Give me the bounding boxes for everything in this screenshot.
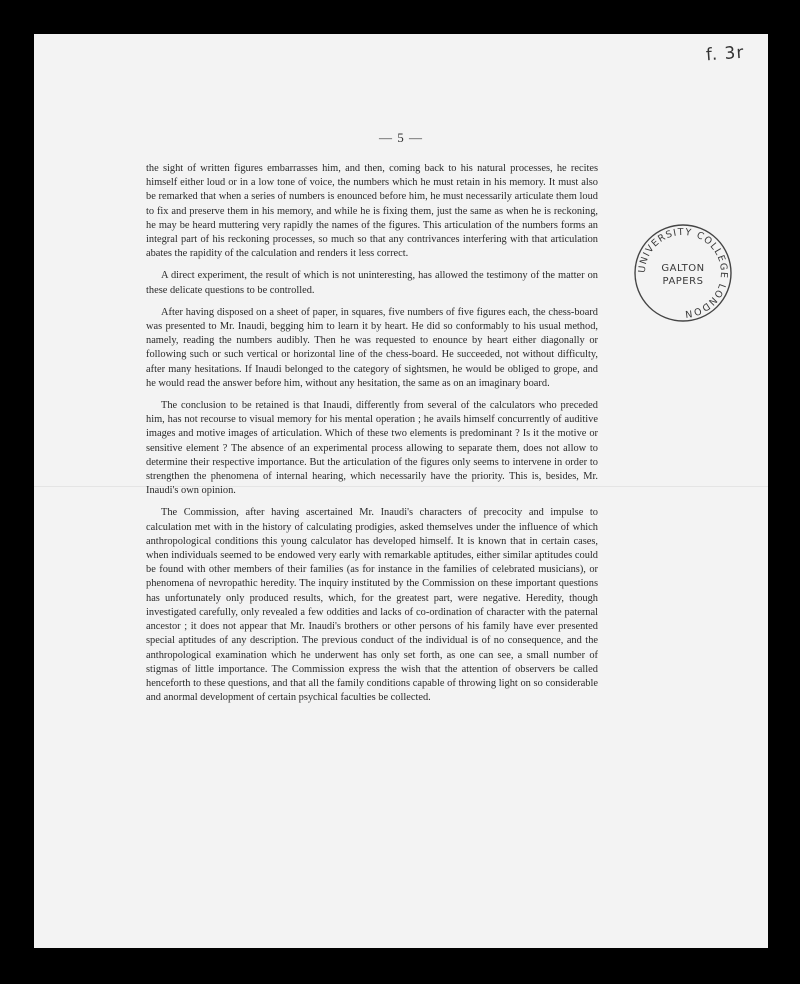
paragraph-1: the sight of written figures embarrasses him, and then, coming back to his natural processes, he recites himself either loud or in a low tone of voice, the numbers which he must retain in his memory. It must also be remarked that when a series of numbers is enounced before him, he must necessarily articulate them loud to fix and preserve them in his memory, and while he is fixing them, just the same as when he is reckoning, he may be heard muttering very rapidly the names of the figures. This articulation of the numbers forms an integral part of his reckoning processes, so much so that any contrivances interfering with that articulation abates the rapidity of the calculation and renders it less correct. xyxy=(146,163,598,260)
paragraph-2: A direct experiment, the result of which is not uninteresting, has allowed the testimony of the matter on these delicate questions to be controlled. xyxy=(146,270,598,296)
stamp-line-1: GALTON xyxy=(661,263,705,274)
body-text xyxy=(146,162,598,713)
paragraph-3: After having disposed on a sheet of paper, in squares, five numbers of five figures each, the chess-board was presented to Mr. Inaudi, begging him to learn it by heart. He did so conformably to his usual method, namely, reading the numbers audibly. Then he was requested to enounce by heart either diagonally or following such or such vertical or horizontal line of the chess-board. He succeeded, not without difficulty, after many hesitations. If Inaudi belonged to the category of sightsmen, he would be obliged to grope, and he would read the answer before him, without any hesitation, the same as on an imaginary board. xyxy=(146,306,598,389)
stamp-line-2: PAPERS xyxy=(662,276,704,287)
folio-mark: f. 3r xyxy=(705,42,746,66)
document-page xyxy=(34,34,768,948)
paragraph-4: The conclusion to be retained is that Inaudi, differently from several of the calculators who preceded him, has not recourse to visual memory for his mental operation ; he avails himself concurrently of auditive images and motive images of articulation. Which of these two elements is predominant ? Is it the motive or sensitive element ? The absence of an experimental process allowing to separate them, does not allow to determine their respective importance. But the articulation of the figures only seems to intervene in order to strengthen the phenomena of internal hearing, which necessarily have the priority. This is, besides, Mr. Inaudi's own opinion. xyxy=(146,400,598,497)
page-number: — 5 — xyxy=(379,130,423,145)
paragraph-5: The Commission, after having ascertained Mr. Inaudi's characters of precocity and impulse to calculation met with in the history of calculating prodigies, asked themselves under the influence of which anthropological conditions this young calculator has developed himself. It is known that in certain cases, when individuals seemed to be endowed very early with remarkable aptitudes, either similar aptitudes could be found with other members of their families (as for instance in the families of celebrated musicians), or phenomena of nevropathic heredity. The inquiry instituted by the Commission on these important questions has unfortunately only produced results, which, for the greatest part, were negative. Heredity, though investigated carefully, only revealed a few oddities and lacks of co-ordination of character with the paternal ancestor ; it does not appear that Mr. Inaudi's brothers or other persons of his family have ever presented special aptitudes of any description. The previous conduct of the individual is of no consequence, and the anthropological examination which he underwent has only set forth, as one can see, a small number of stigmas of little importance. The Commission express the wish that the attention of observers be called henceforth to these questions, and that all the family conditions capable of throwing light on so considerable and anormal development of certain psychical faculties be collected. xyxy=(146,507,598,704)
stamp-arc-text: UNIVERSITY COLLEGE LONDON xyxy=(636,226,730,320)
galton-papers-stamp xyxy=(632,222,734,324)
